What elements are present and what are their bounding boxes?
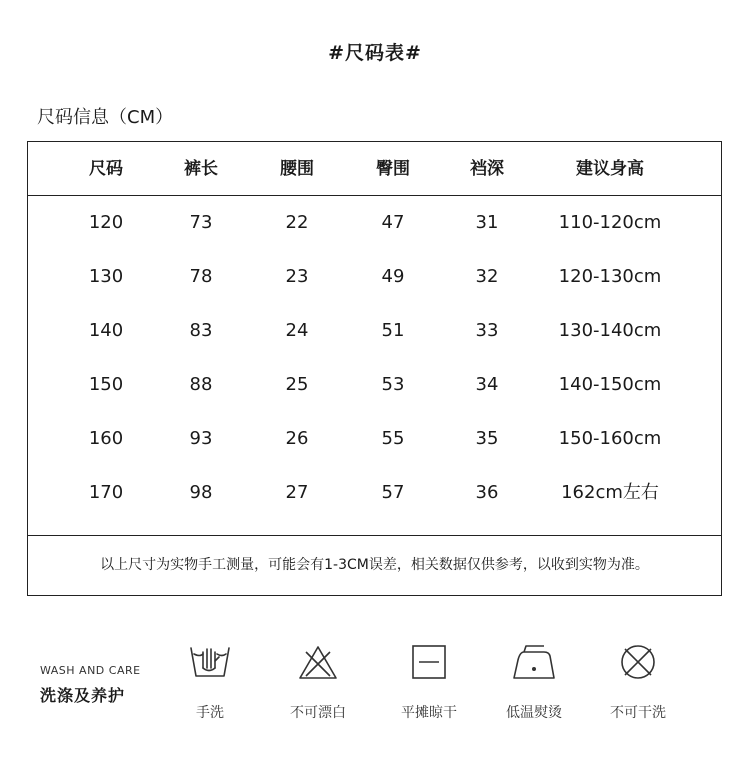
cell-rise: 35	[475, 428, 499, 449]
care-label: 平摊晾干	[401, 705, 457, 721]
cell-rise: 34	[475, 374, 499, 395]
hand-wash-icon	[188, 642, 232, 682]
care-label: 不可干洗	[610, 705, 666, 721]
cell-height: 140-150cm	[558, 374, 662, 395]
table-row	[28, 478, 721, 508]
header-rise: 裆深	[470, 159, 504, 179]
cell-hip: 57	[381, 482, 405, 503]
size-info-heading: 尺码信息（CM）	[37, 107, 174, 128]
care-item-iron-low	[484, 642, 584, 722]
table-row	[28, 316, 721, 346]
measurement-note: 以上尺寸为实物手工测量，可能会有1-3CM误差，相关数据仅供参考，以收到实物为准。	[100, 557, 649, 573]
no-dry-clean-icon	[616, 642, 660, 682]
cell-rise: 33	[475, 320, 499, 341]
cell-hip: 51	[381, 320, 405, 341]
header-divider	[28, 195, 721, 196]
size-table	[27, 141, 722, 596]
flat-dry-shade-icon	[407, 642, 451, 682]
header-size: 尺码	[89, 159, 123, 179]
cell-height: 150-160cm	[558, 428, 662, 449]
cell-size: 160	[88, 428, 124, 449]
cell-waist: 23	[285, 266, 309, 287]
footer-divider	[28, 535, 721, 536]
cell-waist: 27	[285, 482, 309, 503]
cell-hip: 53	[381, 374, 405, 395]
cell-length: 78	[189, 266, 213, 287]
header-waist: 腰围	[280, 159, 314, 179]
table-row	[28, 262, 721, 292]
cell-length: 93	[189, 428, 213, 449]
cell-size: 170	[88, 482, 124, 503]
care-item-no-bleach	[268, 642, 368, 722]
care-item-hand-wash	[160, 642, 260, 722]
cell-length: 88	[189, 374, 213, 395]
header-hip: 臀围	[376, 159, 410, 179]
cell-size: 120	[88, 212, 124, 233]
care-title-en: WASH AND CARE	[40, 664, 141, 677]
page-title: #尺码表#	[328, 42, 422, 64]
table-header-row	[28, 154, 721, 184]
iron-low-icon	[510, 642, 558, 682]
cell-hip: 47	[381, 212, 405, 233]
cell-length: 83	[189, 320, 213, 341]
cell-rise: 31	[475, 212, 499, 233]
cell-waist: 22	[285, 212, 309, 233]
no-bleach-icon	[296, 642, 340, 682]
cell-height: 120-130cm	[558, 266, 662, 287]
care-item-no-dry-clean	[588, 642, 688, 722]
header-length: 裤长	[184, 159, 218, 179]
cell-waist: 26	[285, 428, 309, 449]
cell-height: 162cm左右	[561, 482, 659, 503]
cell-size: 140	[88, 320, 124, 341]
cell-rise: 32	[475, 266, 499, 287]
care-title-zh: 洗涤及养护	[40, 686, 126, 705]
table-row	[28, 424, 721, 454]
cell-length: 98	[189, 482, 213, 503]
care-label: 手洗	[196, 705, 224, 721]
cell-waist: 25	[285, 374, 309, 395]
care-label: 低温熨烫	[506, 705, 562, 721]
header-height: 建议身高	[576, 159, 644, 179]
cell-size: 150	[88, 374, 124, 395]
cell-waist: 24	[285, 320, 309, 341]
cell-rise: 36	[475, 482, 499, 503]
table-row	[28, 370, 721, 400]
care-label: 不可漂白	[290, 705, 346, 721]
cell-height: 110-120cm	[558, 212, 662, 233]
cell-length: 73	[189, 212, 213, 233]
table-row	[28, 208, 721, 238]
cell-hip: 55	[381, 428, 405, 449]
cell-hip: 49	[381, 266, 405, 287]
cell-height: 130-140cm	[558, 320, 662, 341]
care-item-flat-dry	[379, 642, 479, 722]
cell-size: 130	[88, 266, 124, 287]
